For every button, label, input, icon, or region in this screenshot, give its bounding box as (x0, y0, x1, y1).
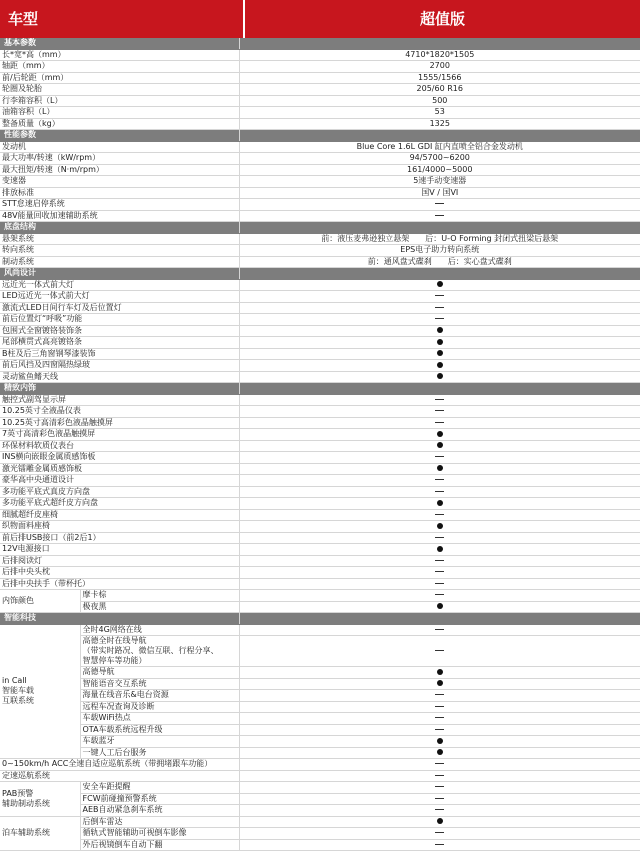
spec-value (239, 724, 640, 736)
table-row (0, 360, 640, 372)
table-row (0, 509, 640, 521)
spec-label: 油箱容积（L） (0, 107, 239, 119)
spec-label: LED远近光一体式前大灯 (0, 291, 239, 303)
spec-label: 后排中央扶手（带杯托） (0, 578, 239, 590)
standard-dot-icon (437, 339, 443, 345)
spec-value (239, 498, 640, 510)
not-available-dash-icon (435, 729, 444, 730)
spec-label: 长*宽*高（mm） (0, 49, 239, 61)
standard-dot-icon (437, 680, 443, 686)
spec-value (239, 291, 640, 303)
not-available-dash-icon (435, 809, 444, 810)
table-row (0, 601, 640, 613)
spec-value: 1555/1566 (239, 72, 640, 84)
spec-value (239, 544, 640, 556)
spec-label: 智能语音交互系统 (80, 678, 239, 690)
table-row (0, 452, 640, 464)
table-row (0, 567, 640, 579)
table-row (0, 759, 640, 771)
table-row (0, 667, 640, 679)
section-fill (239, 130, 640, 142)
not-available-dash-icon (435, 456, 444, 457)
spec-value: 161/4000~5000 (239, 164, 640, 176)
not-available-dash-icon (435, 203, 444, 204)
standard-dot-icon (437, 327, 443, 333)
not-available-dash-icon (435, 629, 444, 630)
table-row (0, 187, 640, 199)
section-header (0, 268, 640, 280)
spec-value (239, 555, 640, 567)
standard-dot-icon (437, 362, 443, 368)
not-available-dash-icon (435, 594, 444, 595)
section-fill (239, 383, 640, 395)
not-available-dash-icon (435, 786, 444, 787)
spec-label: 循轨式智能辅助可视倒车影像 (80, 828, 239, 840)
spec-label: 制动系统 (0, 256, 239, 268)
header-model: 车型 (0, 0, 243, 38)
section-title: 性能参数 (0, 130, 239, 142)
not-available-dash-icon (435, 832, 444, 833)
table-row (0, 302, 640, 314)
spec-value (239, 348, 640, 360)
section-title: 精致内饰 (0, 383, 239, 395)
spec-label: INS横向嵌眼金属质感饰板 (0, 452, 239, 464)
not-available-dash-icon (435, 514, 444, 515)
table-row (0, 153, 640, 165)
section-header (0, 38, 640, 49)
not-available-dash-icon (435, 775, 444, 776)
table-row (0, 498, 640, 510)
spec-value (239, 678, 640, 690)
spec-value: 前：液压麦弗逊独立悬架 后：U-O Forming 封闭式扭梁后悬架 (239, 233, 640, 245)
spec-label: 远近光一体式前大灯 (0, 279, 239, 291)
spec-value: Blue Core 1.6L GDI 缸内直喷全铝合金发动机 (239, 141, 640, 153)
spec-label: 远程车况查询及诊断 (80, 701, 239, 713)
spec-value (239, 314, 640, 326)
not-available-dash-icon (435, 410, 444, 411)
table-row (0, 701, 640, 713)
section-title: 智能科技 (0, 613, 239, 625)
section-header (0, 613, 640, 625)
section-fill (239, 222, 640, 234)
spec-value: 2700 (239, 61, 640, 73)
spec-label: 全时4G网络在线 (80, 624, 239, 636)
spec-value: 1325 (239, 118, 640, 130)
spec-value (239, 713, 640, 725)
spec-label: 安全车距提醒 (80, 782, 239, 794)
table-row (0, 84, 640, 96)
spec-label: 织物面料座椅 (0, 521, 239, 533)
table-row (0, 164, 640, 176)
table-row (0, 636, 640, 667)
table-row (0, 678, 640, 690)
not-available-dash-icon (435, 583, 444, 584)
section-title: 风尚设计 (0, 268, 239, 280)
spec-value: 4710*1820*1505 (239, 49, 640, 61)
table-row (0, 736, 640, 748)
spec-value (239, 429, 640, 441)
spec-value (239, 394, 640, 406)
group-label: 内饰颜色 (0, 590, 80, 613)
standard-dot-icon (437, 373, 443, 379)
table-row (0, 199, 640, 211)
table-row (0, 314, 640, 326)
spec-label: 包围式全窗镀铬装饰条 (0, 325, 239, 337)
standard-dot-icon (437, 500, 443, 506)
spec-value (239, 521, 640, 533)
spec-label: 激流式LED日间行车灯及后位置灯 (0, 302, 239, 314)
spec-label: 外后视镜倒车自动下翻 (80, 839, 239, 851)
standard-dot-icon (437, 749, 443, 755)
spec-label: 转向系统 (0, 245, 239, 257)
not-available-dash-icon (435, 560, 444, 561)
spec-value (239, 406, 640, 418)
spec-value (239, 371, 640, 383)
spec-value: 205/60 R16 (239, 84, 640, 96)
spec-label: 尾部横贯式高亮镀铬条 (0, 337, 239, 349)
table-row (0, 49, 640, 61)
spec-value: 94/5700~6200 (239, 153, 640, 165)
spec-value (239, 747, 640, 759)
table-header (0, 0, 640, 38)
spec-value (239, 828, 640, 840)
table-row (0, 770, 640, 782)
spec-label: 前后位置灯“呼吸”功能 (0, 314, 239, 326)
spec-label: 发动机 (0, 141, 239, 153)
spec-label: 后排阅读灯 (0, 555, 239, 567)
spec-label: 高德导航 (80, 667, 239, 679)
standard-dot-icon (437, 818, 443, 824)
spec-label: 多功能平底式超纤皮方向盘 (0, 498, 239, 510)
spec-label: 最大扭矩/转速（N·m/rpm） (0, 164, 239, 176)
spec-value (239, 624, 640, 636)
table-row (0, 348, 640, 360)
not-available-dash-icon (435, 763, 444, 764)
standard-dot-icon (437, 669, 443, 675)
table-row (0, 578, 640, 590)
not-available-dash-icon (435, 491, 444, 492)
not-available-dash-icon (435, 215, 444, 216)
not-available-dash-icon (435, 422, 444, 423)
spec-label: OTA车载系统远程升级 (80, 724, 239, 736)
table-row (0, 544, 640, 556)
spec-value: 53 (239, 107, 640, 119)
standard-dot-icon (437, 281, 443, 287)
header-trim: 超值版 (245, 0, 640, 38)
spec-label: 最大功率/转速（kW/rpm） (0, 153, 239, 165)
table-row (0, 782, 640, 794)
table-row (0, 210, 640, 222)
table-row (0, 256, 640, 268)
spec-value (239, 770, 640, 782)
table-row (0, 176, 640, 188)
spec-value (239, 567, 640, 579)
table-row (0, 724, 640, 736)
table-row (0, 118, 640, 130)
spec-label: 行李箱容积（L） (0, 95, 239, 107)
table-row (0, 61, 640, 73)
standard-dot-icon (437, 350, 443, 356)
spec-value (239, 302, 640, 314)
spec-label: 48V能量回收加速辅助系统 (0, 210, 239, 222)
not-available-dash-icon (435, 571, 444, 572)
standard-dot-icon (437, 603, 443, 609)
standard-dot-icon (437, 465, 443, 471)
table-row (0, 233, 640, 245)
table-row (0, 95, 640, 107)
not-available-dash-icon (435, 307, 444, 308)
spec-label: AEB自动紧急刹车系统 (80, 805, 239, 817)
spec-value (239, 475, 640, 487)
spec-label: 0~150km/h ACC全速自适应巡航系统（带拥堵跟车功能） (0, 759, 239, 771)
table-row (0, 141, 640, 153)
not-available-dash-icon (435, 717, 444, 718)
spec-label: 前/后轮距（mm） (0, 72, 239, 84)
not-available-dash-icon (435, 798, 444, 799)
section-header (0, 130, 640, 142)
not-available-dash-icon (435, 295, 444, 296)
spec-label: 12V电源接口 (0, 544, 239, 556)
table-row (0, 713, 640, 725)
spec-value (239, 279, 640, 291)
not-available-dash-icon (435, 844, 444, 845)
table-row (0, 747, 640, 759)
group-label: PAB预警 辅助制动系统 (0, 782, 80, 817)
spec-label: 高德全时在线导航 （带实时路况、微信互联、行程分享、 智慧停车等功能） (80, 636, 239, 667)
spec-label: 环保材料软质仪表台 (0, 440, 239, 452)
spec-value (239, 210, 640, 222)
section-header (0, 222, 640, 234)
spec-table (0, 38, 640, 851)
spec-label: 细腻超纤皮座椅 (0, 509, 239, 521)
table-row (0, 624, 640, 636)
not-available-dash-icon (435, 479, 444, 480)
spec-value (239, 532, 640, 544)
table-row (0, 555, 640, 567)
spec-value (239, 509, 640, 521)
spec-value (239, 360, 640, 372)
spec-label: 车载WiFi热点 (80, 713, 239, 725)
group-label: in Call 智能车载 互联系统 (0, 624, 80, 759)
spec-value (239, 816, 640, 828)
spec-value: 国V / 国VI (239, 187, 640, 199)
table-row (0, 279, 640, 291)
section-header (0, 383, 640, 395)
table-row (0, 475, 640, 487)
spec-value (239, 782, 640, 794)
spec-value (239, 440, 640, 452)
standard-dot-icon (437, 523, 443, 529)
table-row (0, 107, 640, 119)
spec-label: 前后排USB接口（前2后1） (0, 532, 239, 544)
spec-label: 后倒车雷达 (80, 816, 239, 828)
table-row (0, 521, 640, 533)
spec-label: 前后风挡及四窗隔热绿玻 (0, 360, 239, 372)
table-row (0, 690, 640, 702)
spec-label: B柱及后三角窗钢琴漆装饰 (0, 348, 239, 360)
spec-label: 海量在线音乐&电台资源 (80, 690, 239, 702)
spec-value (239, 590, 640, 602)
group-label: 泊车辅助系统 (0, 816, 80, 851)
table-row (0, 245, 640, 257)
not-available-dash-icon (435, 318, 444, 319)
standard-dot-icon (437, 442, 443, 448)
spec-value (239, 701, 640, 713)
spec-value (239, 805, 640, 817)
spec-label: 排放标准 (0, 187, 239, 199)
standard-dot-icon (437, 738, 443, 744)
table-row (0, 406, 640, 418)
table-row (0, 532, 640, 544)
table-row (0, 291, 640, 303)
not-available-dash-icon (435, 650, 444, 651)
spec-value (239, 759, 640, 771)
spec-value (239, 601, 640, 613)
table-row (0, 793, 640, 805)
spec-label: 变速器 (0, 176, 239, 188)
spec-label: 豪华高中央通道设计 (0, 475, 239, 487)
spec-label: 定速巡航系统 (0, 770, 239, 782)
spec-label: 7英寸高清彩色液晶触摸屏 (0, 429, 239, 441)
table-row (0, 590, 640, 602)
spec-value (239, 486, 640, 498)
spec-label: 触控式副驾显示屏 (0, 394, 239, 406)
spec-label: 整备质量（kg） (0, 118, 239, 130)
table-row (0, 816, 640, 828)
spec-value (239, 636, 640, 667)
not-available-dash-icon (435, 694, 444, 695)
not-available-dash-icon (435, 706, 444, 707)
spec-label: 激光镭雕金属质感饰板 (0, 463, 239, 475)
spec-label: 摩卡棕 (80, 590, 239, 602)
spec-value (239, 325, 640, 337)
table-row (0, 72, 640, 84)
spec-value (239, 793, 640, 805)
spec-label: 10.25英寸高清彩色液晶触摸屏 (0, 417, 239, 429)
spec-value (239, 417, 640, 429)
spec-value (239, 578, 640, 590)
spec-value (239, 736, 640, 748)
table-row (0, 805, 640, 817)
spec-value (239, 667, 640, 679)
spec-value (239, 337, 640, 349)
not-available-dash-icon (435, 399, 444, 400)
not-available-dash-icon (435, 537, 444, 538)
spec-value: 500 (239, 95, 640, 107)
table-row (0, 828, 640, 840)
spec-label: 轴距（mm） (0, 61, 239, 73)
spec-value: 前：通风盘式碟刹 后：实心盘式碟刹 (239, 256, 640, 268)
spec-value (239, 839, 640, 851)
table-row (0, 325, 640, 337)
table-row (0, 440, 640, 452)
spec-value (239, 690, 640, 702)
spec-label: 极夜黑 (80, 601, 239, 613)
table-row (0, 337, 640, 349)
spec-value (239, 199, 640, 211)
table-row (0, 371, 640, 383)
table-row (0, 429, 640, 441)
spec-value (239, 463, 640, 475)
table-row (0, 839, 640, 851)
section-fill (239, 268, 640, 280)
standard-dot-icon (437, 431, 443, 437)
table-row (0, 394, 640, 406)
spec-value: EPS电子助力转向系统 (239, 245, 640, 257)
standard-dot-icon (437, 546, 443, 552)
spec-label: 轮圈及轮胎 (0, 84, 239, 96)
spec-label: 悬架系统 (0, 233, 239, 245)
table-row (0, 486, 640, 498)
spec-value (239, 452, 640, 464)
spec-label: 车载蓝牙 (80, 736, 239, 748)
spec-label: 多功能平底式真皮方向盘 (0, 486, 239, 498)
spec-label: 10.25英寸全液晶仪表 (0, 406, 239, 418)
section-fill (239, 38, 640, 49)
table-row (0, 417, 640, 429)
spec-label: 一键人工后台服务 (80, 747, 239, 759)
spec-label: FCW前碰撞预警系统 (80, 793, 239, 805)
spec-label: 后排中央头枕 (0, 567, 239, 579)
table-row (0, 463, 640, 475)
section-title: 底盘结构 (0, 222, 239, 234)
spec-value: 5速手动变速器 (239, 176, 640, 188)
spec-label: STT怠速启停系统 (0, 199, 239, 211)
spec-label: 灵动鲨鱼鳍天线 (0, 371, 239, 383)
section-title: 基本参数 (0, 38, 239, 49)
section-fill (239, 613, 640, 625)
